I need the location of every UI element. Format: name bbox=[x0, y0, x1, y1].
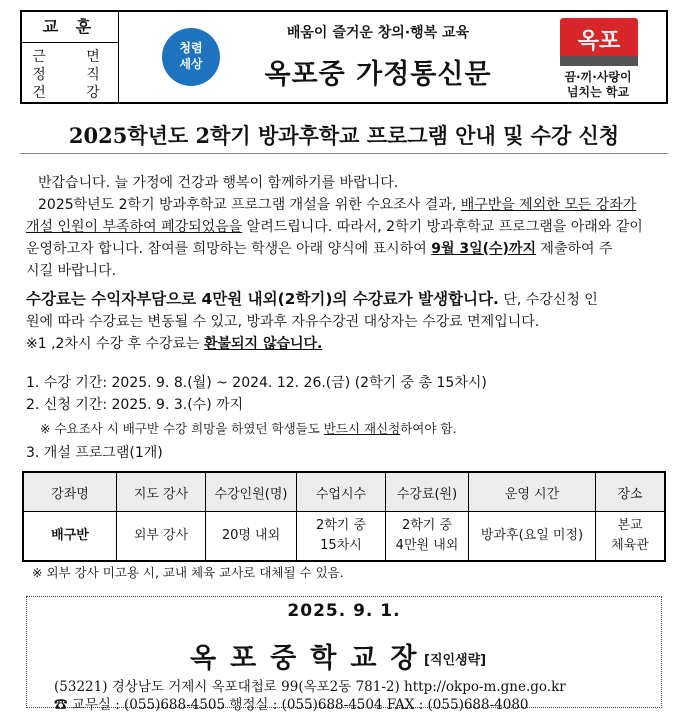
deadline: 9월 3일(수)까지 bbox=[431, 241, 536, 257]
instructor: 외부 강사 bbox=[117, 512, 206, 562]
capacity: 20명 내외 bbox=[206, 512, 297, 562]
contact-phones: ☎ 교무실 : (055)688-4505 행정실 : (055)688-4504 FAX : (055)688-4080 bbox=[54, 697, 529, 713]
motto-line: 정 직 bbox=[32, 67, 118, 83]
motto-line: 건 강 bbox=[32, 85, 118, 101]
location: 본교 체육관 bbox=[596, 512, 666, 562]
school-tagline: 끔·끼·사랑이 넘치는 학교 bbox=[564, 70, 632, 99]
column-header: 수업시수 bbox=[297, 472, 386, 512]
column-header: 장소 bbox=[596, 472, 666, 512]
column-header: 강좌명 bbox=[23, 472, 117, 512]
column-header: 수강료(원) bbox=[386, 472, 469, 512]
newsletter-title: 옥포중 가정통신문 bbox=[264, 59, 492, 90]
reapply-notice: ※ 수요조사 시 배구반 수강 희망을 하였던 학생들도 반드시 재신청하여야 함. bbox=[40, 421, 457, 436]
column-header: 운영 시간 bbox=[469, 472, 596, 512]
apply-item: 2. 신청 기간: 2025. 9. 3.(수) 까지 bbox=[26, 397, 244, 413]
school-logo: 옥포 bbox=[560, 18, 638, 66]
column-header: 지도 강사 bbox=[117, 472, 206, 512]
newsletter-header bbox=[20, 10, 668, 104]
principal-name: 옥포중학교장 bbox=[190, 643, 431, 674]
intro-paragraph: 2025학년도 2학기 방과후학교 프로그램 개설을 위한 수요조사 결과, 배구반을 제외한 모든 강좌가 개설 인원이 부족하여 폐강되었음을 알려드립니다. 따라서, 2학기 방과후학교 프로그램을 아래와 같이 운영하고자 합니다. 참여를 희망하는 학생은 아래 양식에 표시하여 9월 3일(수)까지 제출하여 주 시길 바랍니다. bbox=[26, 197, 643, 279]
seal-note: [직인생략] bbox=[424, 653, 487, 668]
course-name: 배구반 bbox=[23, 512, 117, 562]
greeting: 반갑습니다. 늘 가정에 건강과 행복이 함께하기를 바랍니다. bbox=[38, 175, 399, 191]
motto-title: 교 훈 bbox=[22, 12, 118, 43]
course-fee: 2학기 중 4만원 내외 bbox=[386, 512, 469, 562]
refund-notice: 환불되지 않습니다. bbox=[203, 336, 323, 352]
table-header-row bbox=[23, 472, 665, 512]
school-motto-box bbox=[22, 12, 119, 102]
fee-statement: 수강료는 수익자부담으로 4만원 내외(2학기)의 수강료가 발생합니다. bbox=[26, 290, 499, 308]
school-address: (53221) 경상남도 거제시 옥포대첩로 99(옥포2동 781-2) http://okpo-m.gne.go.kr bbox=[54, 679, 566, 695]
program-table bbox=[22, 471, 666, 562]
program-heading: 3. 개설 프로그램(1개) bbox=[26, 445, 163, 461]
column-header: 수강인원(명) bbox=[206, 472, 297, 512]
period-item: 1. 수강 기간: 2025. 9. 8.(월) ~ 2024. 12. 26.(금) (2학기 중 총 15차시) bbox=[26, 375, 487, 391]
fee-paragraph: 수강료는 수익자부담으로 4만원 내외(2학기)의 수강료가 발생합니다. 단, 수강신청 인 원에 따라 수강료는 변동될 수 있고, 방과후 자유수강권 대상자는 수강료 면제입니다. ※1 ,2차시 수강 후 수강료는 환불되지 않습니다. bbox=[26, 290, 598, 352]
integrity-logo: 청렴 세상 bbox=[162, 28, 220, 86]
class-hours: 2학기 중 15차시 bbox=[297, 512, 386, 562]
table-row bbox=[23, 512, 665, 562]
divider bbox=[20, 153, 668, 154]
education-slogan: 배움이 즐거운 창의·행복 교육 bbox=[286, 25, 470, 41]
operating-time: 방과후(요일 미정) bbox=[469, 512, 596, 562]
document-title: 2025학년도 2학기 방과후학교 프로그램 안내 및 수강 신청 bbox=[68, 123, 620, 148]
issue-date: 2025. 9. 1. bbox=[287, 601, 401, 621]
motto-line: 근 면 bbox=[32, 49, 118, 65]
table-note: ※ 외부 강사 미고용 시, 교내 체육 교사로 대체될 수 있음. bbox=[32, 565, 344, 580]
